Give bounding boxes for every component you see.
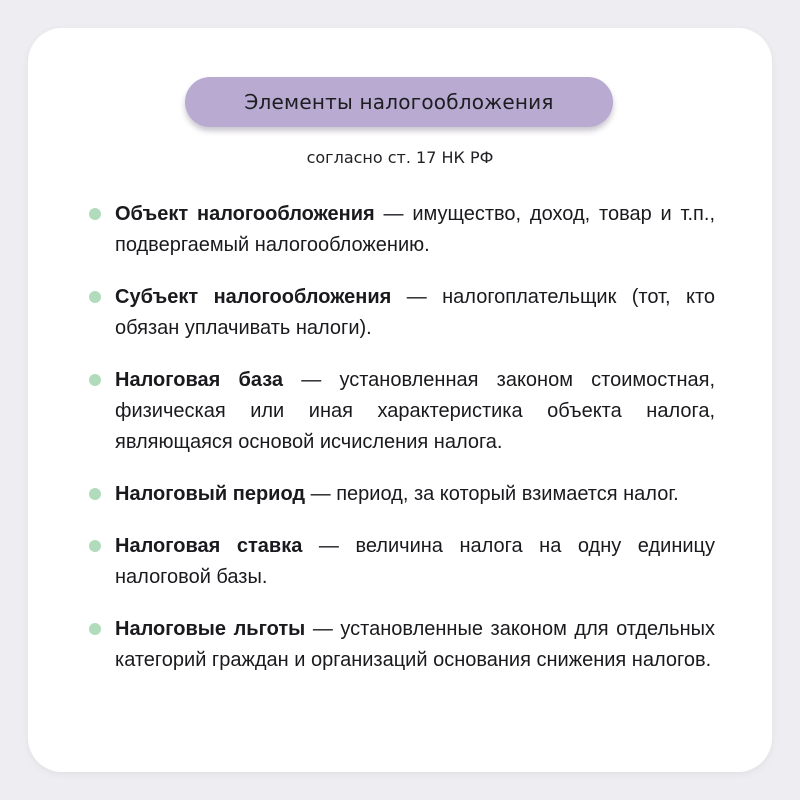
list-item	[89, 614, 715, 676]
list-item	[89, 365, 715, 458]
item-term: Объект налогообложения	[115, 203, 375, 225]
list-item	[89, 479, 715, 510]
item-description: — установленные законом для отдельных категорий граждан и организаций основания снижения налогов.	[115, 618, 715, 671]
page-title: Элементы налогообложения	[244, 90, 554, 114]
item-description: — величина налога на одну единицу налоговой базы.	[115, 535, 716, 588]
bullet-dot-icon	[89, 374, 101, 386]
item-term: Налоговая база	[115, 369, 284, 391]
bullet-dot-icon	[89, 208, 101, 220]
item-description: — налогоплательщик (тот, кто обязан уплачивать налоги).	[115, 286, 716, 339]
item-term: Налоговая ставка	[115, 535, 303, 557]
bullet-dot-icon	[89, 291, 101, 303]
definition-list	[89, 199, 715, 697]
title-pill	[185, 77, 613, 127]
page-subtitle: согласно ст. 17 НК РФ	[306, 148, 494, 167]
item-description: — имущество, доход, товар и т.п., подвергаемый налогообложению.	[115, 203, 716, 256]
list-item	[89, 199, 715, 261]
item-description: — установленная законом стоимостная, физическая или иная характеристика объекта налога, являющаяся основой исчисления налога.	[115, 369, 715, 453]
bullet-dot-icon	[89, 488, 101, 500]
bullet-dot-icon	[89, 623, 101, 635]
info-card	[28, 28, 772, 772]
item-term: Субъект налогообложения	[115, 286, 392, 308]
list-item	[89, 282, 715, 344]
list-item	[89, 531, 715, 593]
item-description: — период, за который взимается налог.	[305, 483, 679, 505]
item-term: Налоговые льготы	[115, 618, 306, 640]
item-term: Налоговый период	[115, 483, 306, 505]
bullet-dot-icon	[89, 540, 101, 552]
